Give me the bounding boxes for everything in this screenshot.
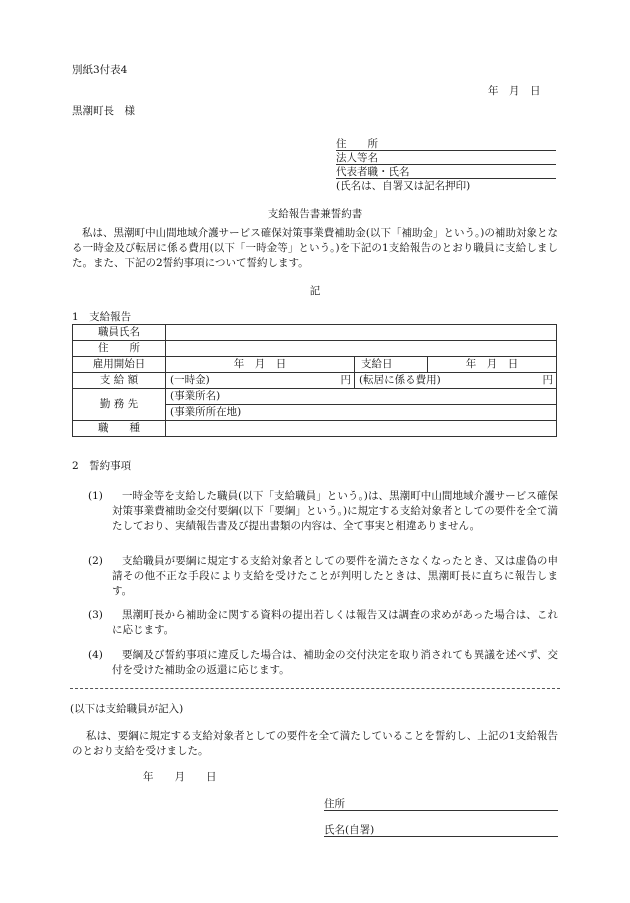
document-title: 支給報告書兼誓約書 (267, 208, 363, 220)
employee-statement: 私は、要綱に規定する支給対象者としての要件を全て満たしていることを誓約し、上記の1支給報告のとおり支給を受けました。 (72, 730, 558, 757)
dashed-divider (70, 688, 560, 689)
pledge-item-2 (88, 554, 558, 602)
lump-sum-label: (一時金) (166, 373, 335, 389)
job-type-cell[interactable] (166, 421, 557, 437)
employee-name-cell[interactable] (166, 325, 557, 341)
relocation-cost-label: (転居に係る費用) (355, 373, 537, 389)
addressee: 黒潮町長 様 (72, 105, 135, 117)
report-table (72, 324, 557, 437)
pledge-item-number: (2) (88, 555, 103, 567)
employment-start-label: 雇用開始日 (73, 357, 166, 373)
pledge-heading: 2 誓約事項 (72, 460, 132, 472)
applicant-corp-label: 法人等名 (336, 152, 378, 164)
employee-address-line[interactable] (324, 810, 558, 811)
pledge-item-number: (4) (88, 649, 103, 661)
pledge-item-text: 要綱及び誓約事項に違反した場合は、補助金の交付決定を取り消されても異議を述べず、交付を受けた補助金の返還に応じます。 (112, 649, 558, 676)
table-row (73, 341, 557, 357)
office-address-cell[interactable]: (事業所所在地) (166, 405, 557, 421)
amount-label: 支 給 額 (73, 373, 166, 389)
form-number: 別紙3付表4 (72, 64, 128, 76)
pledge-item-4 (88, 648, 558, 680)
lump-sum-yen[interactable]: 円 (335, 373, 355, 389)
relocation-cost-yen[interactable]: 円 (537, 373, 557, 389)
intro-paragraph: 私は、黒潮町中山間地域介護サービス確保対策事業費補助金(以下「補助金」という。)の補助対象となる一時金及び転居に係る費用(以下「一時金等」という。)を下記の1支給報告のとおり職員に支給しました。また、下記の2誓約事項について誓約します。 (72, 227, 558, 269)
employee-name-label: 氏名(自署) (324, 824, 375, 836)
applicant-rep-label: 代表者職・氏名 (336, 166, 410, 178)
employee-address-cell[interactable] (166, 341, 557, 357)
ki-marker: 記 (309, 285, 321, 297)
employee-date: 年 月 日 (143, 771, 217, 783)
pledge-item-3 (88, 608, 558, 640)
payment-date-label: 支給日 (355, 357, 428, 373)
payment-date-cell[interactable]: 年 月 日 (428, 357, 557, 373)
table-row (73, 389, 557, 405)
report-heading: 1 支給報告 (72, 311, 132, 323)
workplace-label: 勤 務 先 (73, 389, 166, 421)
table-row (73, 357, 557, 373)
employment-start-cell[interactable]: 年 月 日 (166, 357, 355, 373)
table-row (73, 325, 557, 341)
pledge-item-1 (88, 489, 558, 551)
pledge-item-number: (3) (88, 609, 103, 621)
applicant-address-label: 住 所 (336, 138, 378, 150)
pledge-item-number: (1) (88, 490, 103, 502)
pledge-item-text: 支給職員が要綱に規定する支給対象者としての要件を満たさなくなったとき、又は虚偽の申請その他不正な手段により支給を受けたことが判明したときは、黒潮町長に直ちに報告します。 (112, 555, 558, 597)
pledge-item-text: 黒潮町長から補助金に関する資料の提出若しくは報告又は調査の求めがあった場合は、これに応じます。 (112, 609, 558, 636)
job-type-label: 職 種 (73, 421, 166, 437)
employee-address-label: 住所 (324, 798, 345, 810)
pledge-item-text: 一時金等を支給した職員(以下「支給職員」という。)は、黒潮町中山間地域介護サービス確保対策事業費補助金交付要綱(以下「要綱」という。)に規定する支給対象者としての要件を全て満たしており、実績報告書及び提出書類の内容は、全て事実と相違ありません。 (112, 490, 558, 532)
header-date: 年 月 日 (488, 85, 541, 97)
employee-address-label: 住 所 (73, 341, 166, 357)
office-name-cell[interactable]: (事業所名) (166, 389, 557, 405)
table-row (73, 373, 557, 389)
applicant-signature-note: (氏名は、自署又は記名押印) (336, 180, 471, 192)
table-row (73, 421, 557, 437)
employee-section-note: (以下は支給職員が記入) (70, 703, 184, 715)
employee-signature-line[interactable] (324, 836, 558, 837)
employee-name-label: 職員氏名 (73, 325, 166, 341)
